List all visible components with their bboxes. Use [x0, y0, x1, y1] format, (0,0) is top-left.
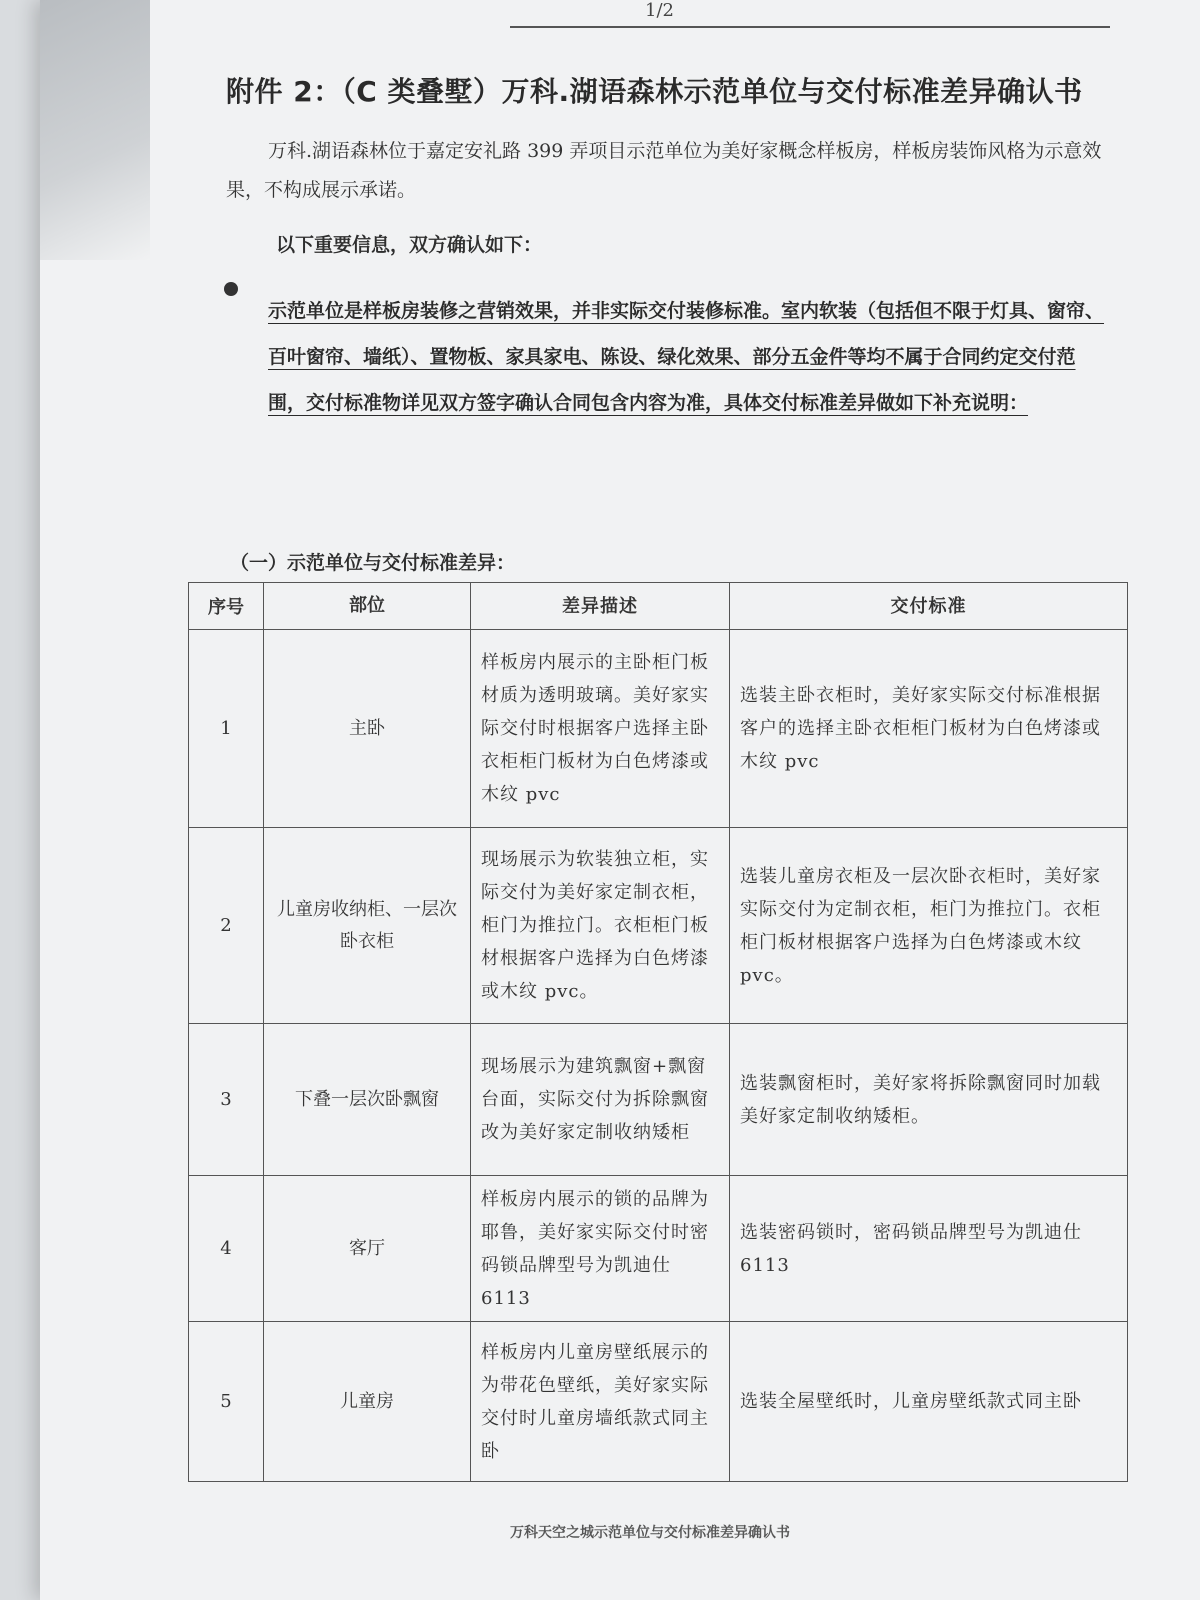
bullet-dot — [224, 282, 238, 296]
row-desc: 样板房内展示的主卧柜门板材质为透明玻璃。美好家实际交付时根据客户选择主卧衣柜柜门板材为白色烤漆或木纹 pvc — [471, 630, 730, 828]
row-std: 选装全屋壁纸时，儿童房壁纸款式同主卧 — [730, 1322, 1128, 1482]
row-std: 选装儿童房衣柜及一层次卧衣柜时，美好家实际交付为定制衣柜，柜门为推拉门。衣柜柜门板材根据客户选择为白色烤漆或木纹 pvc。 — [730, 828, 1128, 1024]
row-part: 儿童房 — [264, 1322, 471, 1482]
table-row — [189, 828, 1128, 1024]
row-no: 3 — [189, 1024, 264, 1176]
row-std: 选装飘窗柜时，美好家将拆除飘窗同时加载美好家定制收纳矮柜。 — [730, 1024, 1128, 1176]
row-part: 主卧 — [264, 630, 471, 828]
confirm-line: 以下重要信息，双方确认如下： — [276, 234, 543, 256]
table-row — [189, 1322, 1128, 1482]
disclaimer-underlined: 示范单位是样板房装修之营销效果，并非实际交付装修标准。室内软装（包括但不限于灯具、窗帘、百叶窗帘、墙纸）、置物板、家具家电、陈设、绿化效果、部分五金件等均不属于合同约定交付范围，交付标准物详见双方签字确认合同包含内容为准，具体交付标准差异做如下补充说明： — [268, 300, 1105, 414]
row-no: 2 — [189, 828, 264, 1024]
row-part: 客厅 — [264, 1176, 471, 1322]
table-header-row — [189, 583, 1128, 630]
row-desc: 现场展示为建筑飘窗+飘窗台面，实际交付为拆除飘窗改为美好家定制收纳矮柜 — [471, 1024, 730, 1176]
row-part: 儿童房收纳柜、一层次卧衣柜 — [264, 828, 471, 1024]
row-desc: 现场展示为软装独立柜，实际交付为美好家定制衣柜，柜门为推拉门。衣柜柜门板材根据客户选择为白色烤漆或木纹 pvc。 — [471, 828, 730, 1024]
table-row — [189, 630, 1128, 828]
difference-table — [188, 582, 1128, 1482]
table-row — [189, 1176, 1128, 1322]
page-number: 1/2 — [645, 0, 674, 21]
section-heading: （一）示范单位与交付标准差异： — [230, 552, 516, 574]
header-no: 序号 — [189, 583, 264, 630]
row-part: 下叠一层次卧飘窗 — [264, 1024, 471, 1176]
intro-paragraph: 万科.湖语森林位于嘉定安礼路 399 弄项目示范单位为美好家概念样板房，样板房装饰风格为示意效果，不构成展示承诺。 — [226, 140, 1102, 201]
header-rule — [510, 26, 1110, 28]
table-row — [189, 1024, 1128, 1176]
disclaimer-text — [268, 288, 1108, 426]
document-title: 附件 2：（C 类叠墅）万科.湖语森林示范单位与交付标准差异确认书 — [226, 75, 1083, 108]
row-no: 1 — [189, 630, 264, 828]
page-footer: 万科天空之城示范单位与交付标准差异确认书 — [510, 1525, 790, 1541]
header-desc: 差异描述 — [471, 583, 730, 630]
row-std: 选装密码锁时，密码锁品牌型号为凯迪仕 6113 — [730, 1176, 1128, 1322]
row-desc: 样板房内展示的锁的品牌为耶鲁，美好家实际交付时密码锁品牌型号为凯迪仕 6113 — [471, 1176, 730, 1322]
row-no: 5 — [189, 1322, 264, 1482]
row-no: 4 — [189, 1176, 264, 1322]
document-page — [40, 0, 1200, 1600]
page-fold-shadow — [40, 0, 150, 260]
row-desc: 样板房内儿童房壁纸展示的为带花色壁纸，美好家实际交付时儿童房墙纸款式同主卧 — [471, 1322, 730, 1482]
header-part: 部位 — [264, 583, 471, 630]
row-std: 选装主卧衣柜时，美好家实际交付标准根据客户的选择主卧衣柜柜门板材为白色烤漆或木纹 pvc — [730, 630, 1128, 828]
header-std: 交付标准 — [730, 583, 1128, 630]
